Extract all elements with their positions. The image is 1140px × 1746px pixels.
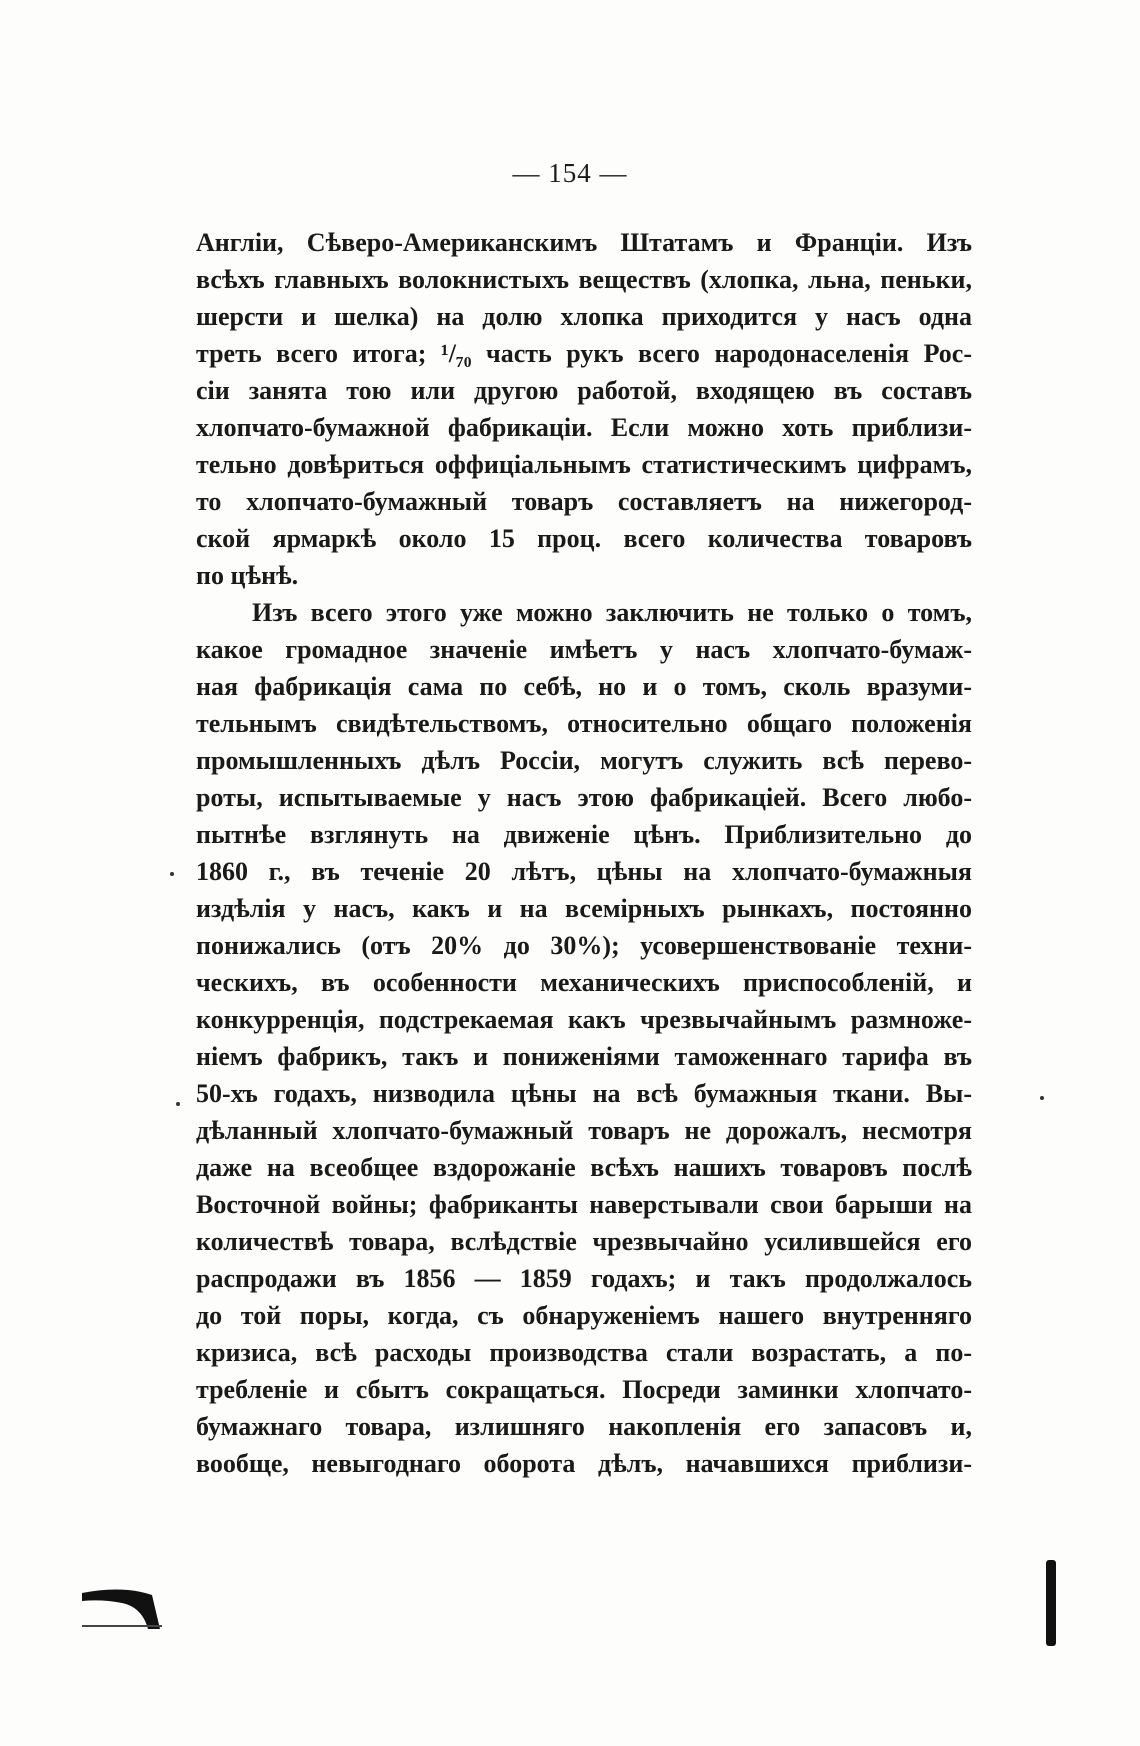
text-line: тельно довѣриться оффиціальнымъ статистическимъ цифрамъ, [196,450,972,479]
text-line: сіи занята тою или другою работой, входящею въ составъ [196,376,972,405]
text-line: ная фабрикація сама по себѣ, но и о томъ, сколь вразуми- [196,672,972,701]
text-line: 1860 г., въ теченіе 20 лѣтъ, цѣны на хлопчато-бумажныя [196,857,972,886]
text-line: ской ярмаркѣ около 15 проц. всего количества товаровъ [196,524,972,553]
text-line: до той поры, когда, съ обнаруженіемъ нашего внутренняго [196,1301,972,1330]
page-number: — 154 — [512,158,628,188]
text-line: даже на всеобщее вздорожаніе всѣхъ нашихъ товаровъ послѣ [196,1153,972,1182]
text-line: пытнѣе взглянуть на движеніе цѣнъ. Приблизительно до [196,820,972,849]
scan-mark-icon [82,1585,162,1631]
text-line: дѣланный хлопчато-бумажный товаръ не дорожалъ, несмотря [196,1116,972,1145]
text-line: треть всего итога; ¹/₇₀ часть рукъ всего народонаселенія Рос- [196,339,972,368]
text-line: понижались (отъ 20% до 30%); усовершенствованіе техни- [196,931,972,960]
scan-dot-icon [170,872,174,876]
text-line: шерсти и шелка) на долю хлопка приходится у насъ одна [196,302,972,331]
text-line: Англіи, Сѣверо-Американскимъ Штатамъ и Франціи. Изъ [196,228,972,257]
scan-edge-mark-icon [1046,1560,1056,1646]
text-line: 50-хъ годахъ, низводила цѣны на всѣ бумажныя ткани. Вы- [196,1079,972,1108]
text-line: ческихъ, въ особенности механическихъ приспособленій, и [196,968,972,997]
body-text [196,224,972,1482]
text-line: хлопчато-бумажной фабрикаціи. Если можно хоть приблизи- [196,413,972,442]
text-line: Восточной войны; фабриканты наверстывали свои барыши на [196,1190,972,1219]
text-line: распродажи въ 1856 — 1859 годахъ; и такъ продолжалось [196,1264,972,1293]
text-line: тельнымъ свидѣтельствомъ, относительно общаго положенія [196,709,972,738]
text-line: конкурренція, подстрекаемая какъ чрезвычайнымъ размноже- [196,1005,972,1034]
text-line: кризиса, всѣ расходы производства стали возрастать, а по- [196,1338,972,1367]
scan-dot-icon [176,1102,180,1106]
scan-dot-icon [1040,1096,1044,1100]
text-line: промышленныхъ дѣлъ Россіи, могутъ служить всѣ перево- [196,746,972,775]
text-line: то хлопчато-бумажный товаръ составляетъ на нижегород- [196,487,972,516]
paragraph-1 [196,224,972,594]
text-line: издѣлія у насъ, какъ и на всемірныхъ рынкахъ, постоянно [196,894,972,923]
text-line: требленіе и сбытъ сокращаться. Посреди заминки хлопчато- [196,1375,972,1404]
text-line: ніемъ фабрикъ, такъ и пониженіями таможеннаго тарифа въ [196,1042,972,1071]
paragraph-2 [196,594,972,1482]
text-line: бумажнаго товара, излишняго накопленія его запасовъ и, [196,1412,972,1441]
text-line: количествѣ товара, вслѣдствіе чрезвычайно усилившейся его [196,1227,972,1256]
text-line: роты, испытываемые у насъ этою фабрикаціей. Всего любо- [196,783,972,812]
text-line: по цѣнѣ. [196,561,299,590]
text-line: Изъ всего этого уже можно заключить не только о томъ, [252,598,972,627]
text-line: какое громадное значеніе имѣетъ у насъ хлопчато-бумаж- [196,635,972,664]
text-line: всѣхъ главныхъ волокнистыхъ веществъ (хлопка, льна, пеньки, [196,265,972,294]
text-line: вообще, невыгоднаго оборота дѣлъ, начавшихся приблизи- [196,1449,972,1478]
